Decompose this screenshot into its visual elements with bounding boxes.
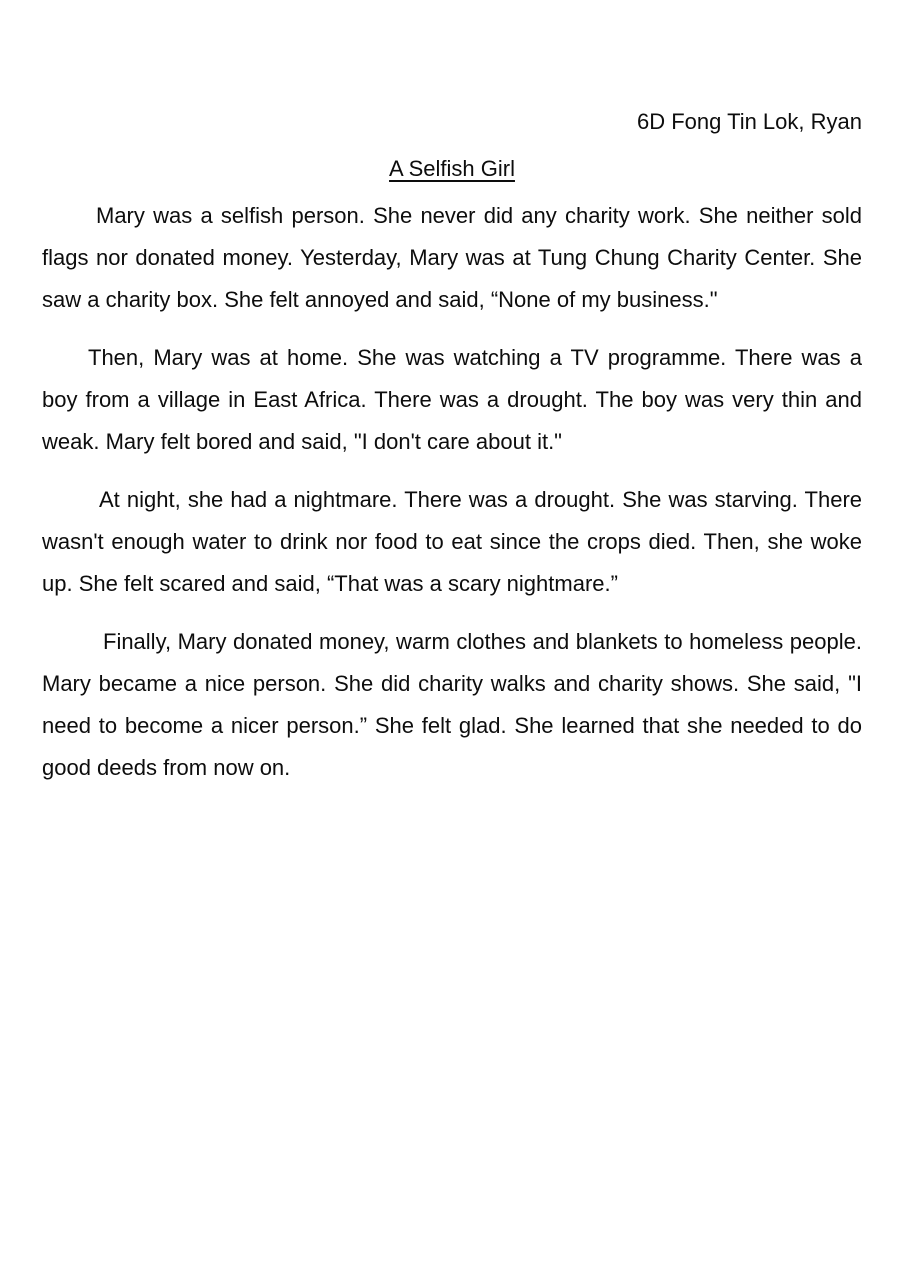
- paragraph-1: Mary was a selfish person. She never did any charity work. She neither sold flags nor donated money. Yesterday, Mary was at Tung Chung Charity Center. She saw a charity box. She felt annoyed and said, “None of my business.": [42, 203, 862, 312]
- title-row: [42, 148, 862, 190]
- page-title: A Selfish Girl: [389, 156, 515, 181]
- paragraph-3: At night, she had a nightmare. There was a drought. She was starving. There wasn't enough water to drink nor food to eat since the crops died. Then, she woke up. She felt scared and said, “That was a scary nightmare.”: [42, 487, 862, 596]
- paragraph-2: Then, Mary was at home. She was watching a TV programme. There was a boy from a village in East Africa. There was a drought. The boy was very thin and weak. Mary felt bored and said, "I don't care about it.": [42, 345, 862, 454]
- author-line: 6D Fong Tin Lok, Ryan: [636, 109, 862, 134]
- paragraph-4: Finally, Mary donated money, warm clothes and blankets to homeless people. Mary became a nice person. She did charity walks and charity shows. She said, "I need to become a nicer person.” She felt glad. She learned that she needed to do good deeds from now on.: [42, 629, 862, 780]
